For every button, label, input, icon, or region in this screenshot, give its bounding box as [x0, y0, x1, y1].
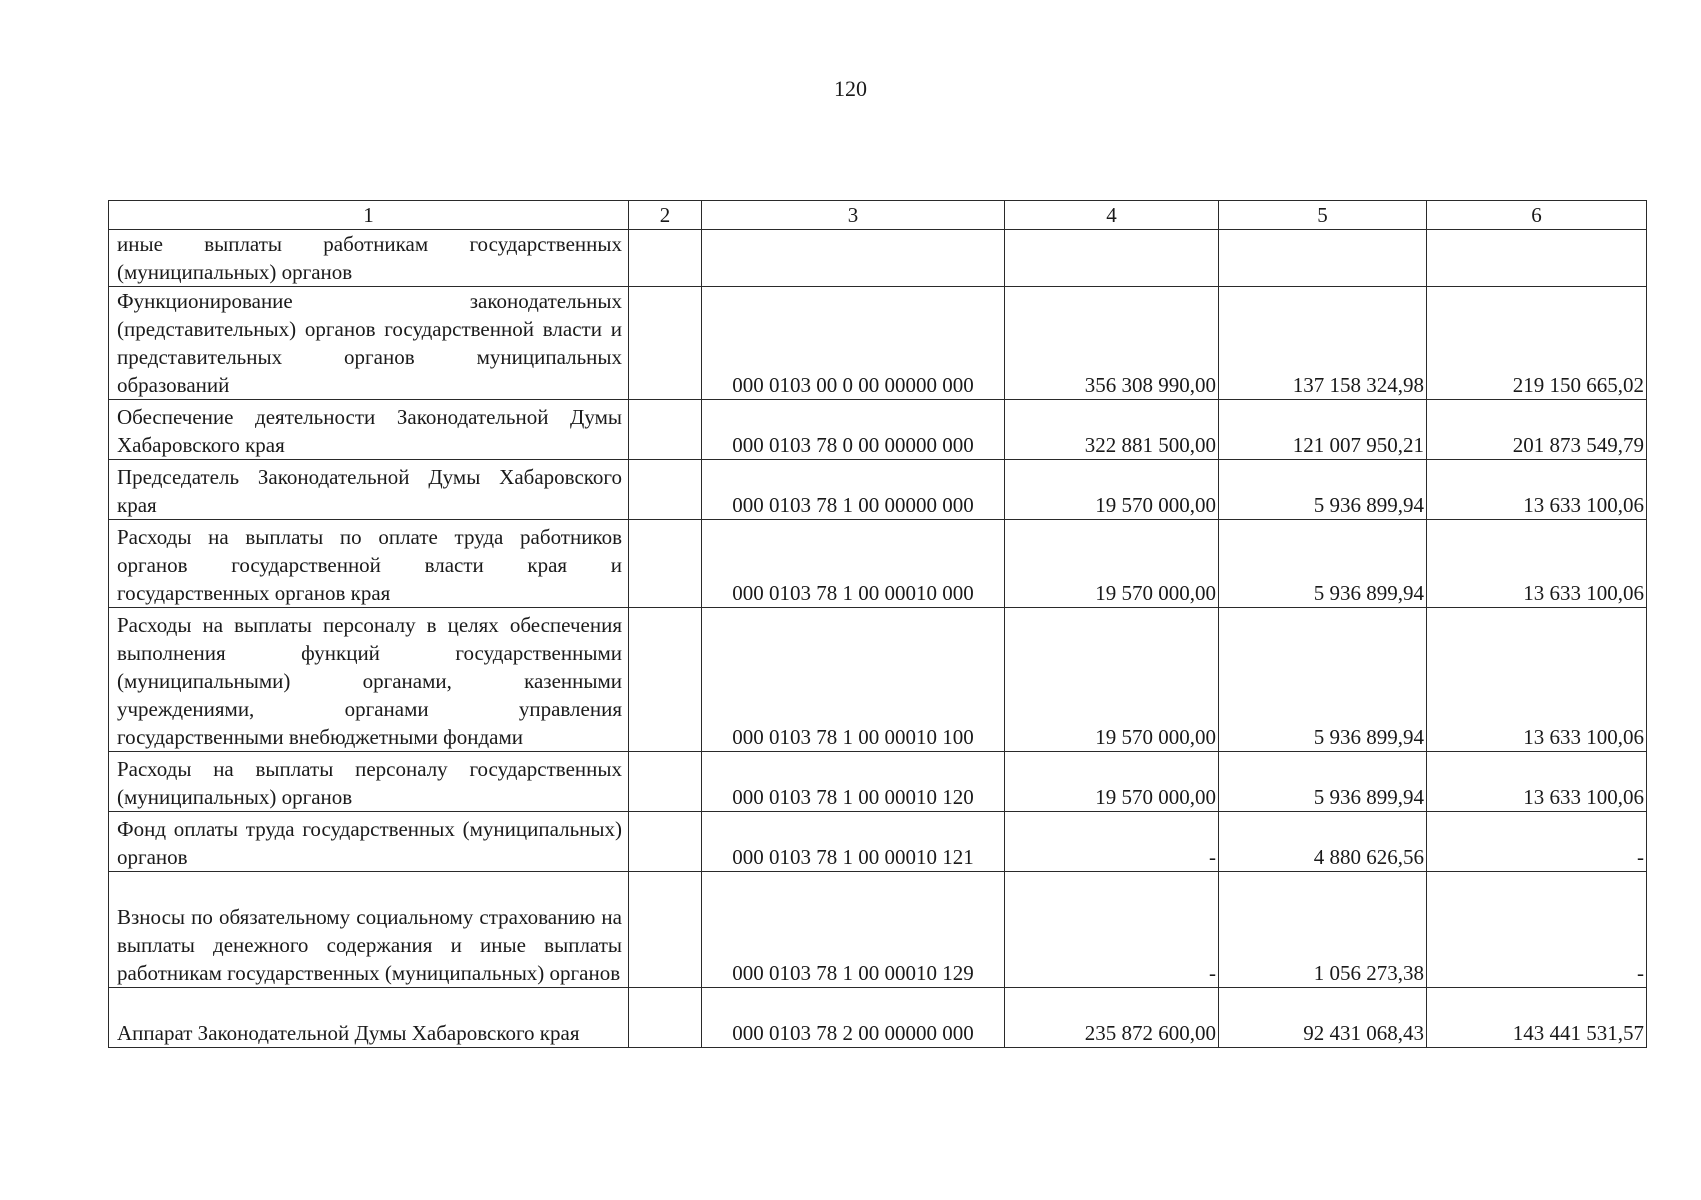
column-header: 3	[702, 201, 1005, 230]
table-row	[109, 230, 1647, 287]
row-executed: 137 158 324,98	[1219, 287, 1427, 400]
column-header: 1	[109, 201, 629, 230]
table-header-row	[109, 201, 1647, 230]
row-name: Функционирование законодательных (представительных) органов государственной власти и представительных органов муниципальных образований	[109, 287, 629, 400]
table-row	[109, 400, 1647, 460]
row-plan: 19 570 000,00	[1005, 520, 1219, 608]
table-row	[109, 460, 1647, 520]
row-remainder: 13 633 100,06	[1427, 752, 1647, 812]
table-row	[109, 812, 1647, 872]
row-name: Взносы по обязательному социальному страхованию на выплаты денежного содержания и иные выплаты работникам государственных (муниципальных) органов	[109, 872, 629, 988]
row-col2	[629, 752, 702, 812]
row-col2	[629, 287, 702, 400]
row-executed: 5 936 899,94	[1219, 608, 1427, 752]
column-header: 2	[629, 201, 702, 230]
row-name: Аппарат Законодательной Думы Хабаровского края	[109, 988, 629, 1048]
row-code: 000 0103 00 0 00 00000 000	[702, 287, 1005, 400]
row-remainder: 13 633 100,06	[1427, 608, 1647, 752]
row-col2	[629, 460, 702, 520]
table-row	[109, 988, 1647, 1048]
row-plan: 19 570 000,00	[1005, 460, 1219, 520]
row-plan: 356 308 990,00	[1005, 287, 1219, 400]
row-executed: 1 056 273,38	[1219, 872, 1427, 988]
row-name: Обеспечение деятельности Законодательной Думы Хабаровского края	[109, 400, 629, 460]
row-plan: 322 881 500,00	[1005, 400, 1219, 460]
row-code: 000 0103 78 1 00 00010 000	[702, 520, 1005, 608]
row-remainder: 13 633 100,06	[1427, 520, 1647, 608]
row-code: 000 0103 78 0 00 00000 000	[702, 400, 1005, 460]
row-remainder: -	[1427, 812, 1647, 872]
row-name: Председатель Законодательной Думы Хабаровского края	[109, 460, 629, 520]
row-name: Расходы на выплаты персоналу в целях обеспечения выполнения функций государственными (муниципальными) органами, казенными учреждениями, органами управления государственными внебюджетными фондами	[109, 608, 629, 752]
row-col2	[629, 988, 702, 1048]
row-remainder	[1427, 230, 1647, 287]
row-plan: -	[1005, 812, 1219, 872]
row-remainder: 13 633 100,06	[1427, 460, 1647, 520]
row-name: Расходы на выплаты по оплате труда работников органов государственной власти края и государственных органов края	[109, 520, 629, 608]
row-col2	[629, 400, 702, 460]
row-executed: 5 936 899,94	[1219, 520, 1427, 608]
row-col2	[629, 608, 702, 752]
row-col2	[629, 520, 702, 608]
row-code	[702, 230, 1005, 287]
row-plan: 235 872 600,00	[1005, 988, 1219, 1048]
row-name: иные выплаты работникам государственных (муниципальных) органов	[109, 230, 629, 287]
row-code: 000 0103 78 1 00 00010 100	[702, 608, 1005, 752]
row-name: Расходы на выплаты персоналу государственных (муниципальных) органов	[109, 752, 629, 812]
budget-table	[108, 200, 1647, 1048]
table-row	[109, 752, 1647, 812]
row-remainder: -	[1427, 872, 1647, 988]
row-code: 000 0103 78 1 00 00010 120	[702, 752, 1005, 812]
row-plan: 19 570 000,00	[1005, 608, 1219, 752]
row-executed: 4 880 626,56	[1219, 812, 1427, 872]
row-name: Фонд оплаты труда государственных (муниципальных) органов	[109, 812, 629, 872]
row-plan	[1005, 230, 1219, 287]
row-code: 000 0103 78 1 00 00010 129	[702, 872, 1005, 988]
page-number: 120	[834, 76, 867, 101]
column-header: 4	[1005, 201, 1219, 230]
row-code: 000 0103 78 2 00 00000 000	[702, 988, 1005, 1048]
row-code: 000 0103 78 1 00 00010 121	[702, 812, 1005, 872]
row-col2	[629, 812, 702, 872]
row-remainder: 219 150 665,02	[1427, 287, 1647, 400]
table-row	[109, 608, 1647, 752]
row-executed: 5 936 899,94	[1219, 752, 1427, 812]
row-plan: 19 570 000,00	[1005, 752, 1219, 812]
table-row	[109, 520, 1647, 608]
row-executed	[1219, 230, 1427, 287]
row-remainder: 201 873 549,79	[1427, 400, 1647, 460]
column-header: 5	[1219, 201, 1427, 230]
column-header: 6	[1427, 201, 1647, 230]
table-row	[109, 287, 1647, 400]
row-executed: 92 431 068,43	[1219, 988, 1427, 1048]
row-executed: 5 936 899,94	[1219, 460, 1427, 520]
table-row	[109, 872, 1647, 988]
row-col2	[629, 230, 702, 287]
row-code: 000 0103 78 1 00 00000 000	[702, 460, 1005, 520]
row-executed: 121 007 950,21	[1219, 400, 1427, 460]
row-plan: -	[1005, 872, 1219, 988]
row-remainder: 143 441 531,57	[1427, 988, 1647, 1048]
row-col2	[629, 872, 702, 988]
